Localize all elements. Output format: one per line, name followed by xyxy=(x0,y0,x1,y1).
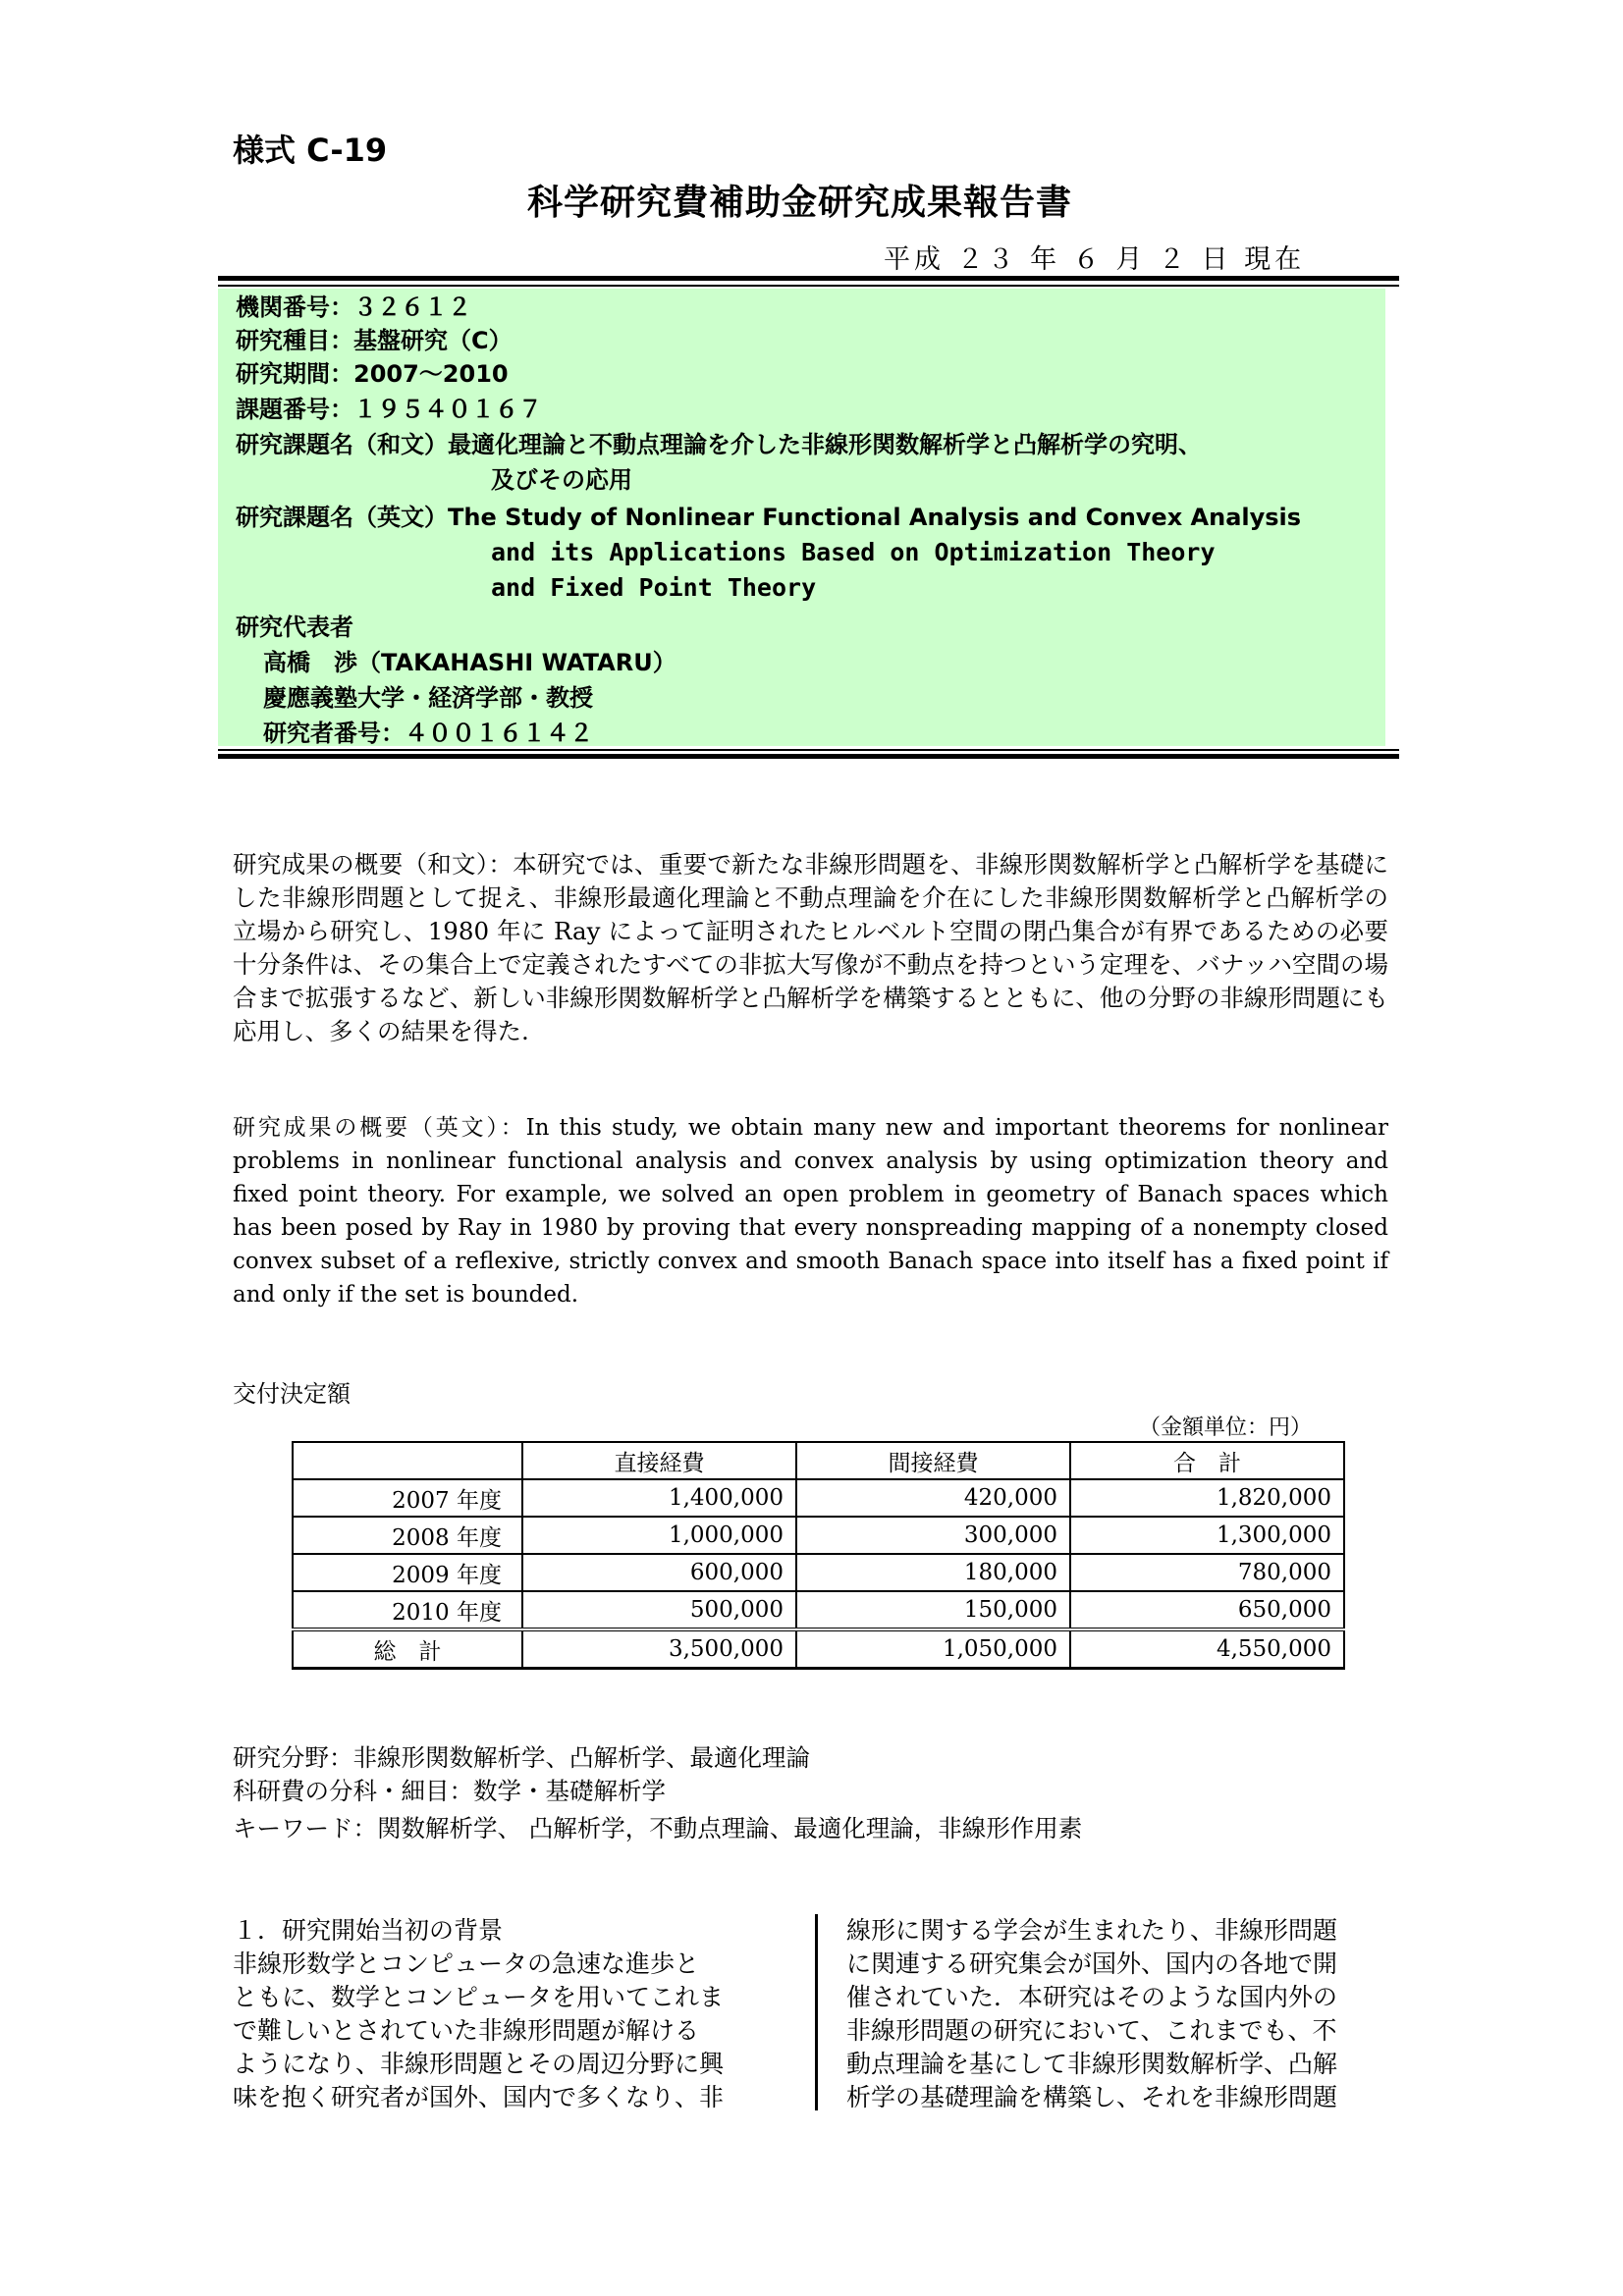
table-row xyxy=(293,1479,1344,1517)
representative-label: 研究代表者 xyxy=(236,614,353,641)
table-row xyxy=(293,1554,1344,1591)
year-cell: 2009 年度 xyxy=(293,1554,522,1591)
body-line: で難しいとされていた非線形問題が解ける xyxy=(233,2016,700,2045)
body-line: 味を抱く研究者が国外、国内で多くなり、非 xyxy=(233,2083,725,2111)
year-cell: 2007 年度 xyxy=(293,1479,522,1517)
direct-cost-cell: 500,000 xyxy=(522,1591,796,1629)
section1-left-column xyxy=(233,1914,783,2114)
total-cost-cell: 1,820,000 xyxy=(1070,1479,1344,1517)
table-row xyxy=(293,1591,1344,1629)
body-line: に関連する研究集会が国外、国内の各地で開 xyxy=(846,1949,1338,1978)
research-category: 研究種目：基盤研究（C） xyxy=(236,327,513,354)
header-cell-indirect: 間接経費 xyxy=(796,1442,1070,1479)
top-rule-thin xyxy=(218,285,1399,287)
section1-right-column xyxy=(846,1914,1396,2114)
project-title-en-line3: and Fixed Point Theory xyxy=(491,573,817,602)
grant-label: 交付決定額 xyxy=(233,1380,351,1408)
total-label-cell: 総 計 xyxy=(293,1629,522,1669)
total-row xyxy=(293,1629,1344,1669)
indirect-cost-cell: 420,000 xyxy=(796,1479,1070,1517)
table-row xyxy=(293,1517,1344,1554)
indirect-cost-cell: 300,000 xyxy=(796,1517,1070,1554)
section-heading: １．研究開始当初の背景 xyxy=(233,1916,504,1945)
total-cost-cell: 1,300,000 xyxy=(1070,1517,1344,1554)
body-line: 催されていた．本研究はそのような国内外の xyxy=(846,1983,1338,2011)
body-line: 線形に関する学会が生まれたり、非線形問題 xyxy=(846,1916,1338,1945)
keywords: キーワード：関数解析学、 凸解析学，不動点理論、最適化理論，非線形作用素 xyxy=(233,1814,1083,1842)
header-cell-direct: 直接経費 xyxy=(522,1442,796,1479)
year-cell: 2008 年度 xyxy=(293,1517,522,1554)
report-date: 平成 ２３ 年 ６ 月 ２ 日 現在 xyxy=(884,244,1306,275)
project-title-ja-line2: 及びその応用 xyxy=(491,466,632,494)
institution-number: 機関番号：３２６１２ xyxy=(236,294,471,321)
year-cell: 2010 年度 xyxy=(293,1591,522,1629)
grant-table xyxy=(292,1441,1345,1670)
body-line: 非線形数学とコンピュータの急速な進歩と xyxy=(233,1949,700,1978)
body-line: 動点理論を基にして非線形関数解析学、凸解 xyxy=(846,2050,1338,2078)
research-period: 研究期間：2007～2010 xyxy=(236,360,509,388)
project-number: 課題番号：１９５４０１６７ xyxy=(236,396,542,423)
header-cell-empty xyxy=(293,1442,522,1479)
total-indirect-cell: 1,050,000 xyxy=(796,1629,1070,1669)
direct-cost-cell: 1,400,000 xyxy=(522,1479,796,1517)
summary-english: 研究成果の概要（英文）：In this study, we obtain many new and important theorems for nonlinear problems in nonlinear functional analysis and convex analysis by using optimization theory and fixed point theory. For example, we solved an open problem in geometry of Banach spaces which has been posed by Ray in 1980 by proving that every nonspreading mapping of a nonempty closed convex subset of a reflexive, strictly convex and smooth Banach space into itself has a fixed point if and only if the set is bounded. xyxy=(233,1115,1388,1308)
direct-cost-cell: 600,000 xyxy=(522,1554,796,1591)
body-line: 非線形問題の研究において、これまでも、不 xyxy=(846,2016,1337,2045)
summary-japanese: 研究成果の概要（和文）：本研究では、重要で新たな非線形問題を、非線形関数解析学と凸解析学を基礎にした非線形問題として捉え、非線形最適化理論と不動点理論を介在にした非線形関数解析学と凸解析学の立場から研究し、1980 年に Ray によって証明されたヒルベルト空間の閉凸集合が有界であるための必要十分条件は、その集合上で定義されたすべての非拡大写像が不動点を持つという定理を、バナッハ空間の場合まで拡張するなど、新しい非線形関数解析学と凸解析学を構築するとともに、他の分野の非線形問題にも応用し、多くの結果を得た. xyxy=(233,850,1388,1045)
project-title-ja-line1: 研究課題名（和文）最適化理論と不動点理論を介した非線形関数解析学と凸解析学の究明、 xyxy=(236,431,1202,458)
researcher-number: 研究者番号：４００１６１４２ xyxy=(263,720,593,747)
indirect-cost-cell: 150,000 xyxy=(796,1591,1070,1629)
top-rule-thick xyxy=(218,276,1399,281)
research-field: 研究分野：非線形関数解析学、凸解析学、最適化理論 xyxy=(233,1743,810,1772)
grant-table-header-row xyxy=(293,1442,1344,1479)
body-line: ようになり、非線形問題とその周辺分野に興 xyxy=(233,2050,725,2078)
total-cost-cell: 650,000 xyxy=(1070,1591,1344,1629)
project-title-en-line2: and its Applications Based on Optimization Theory xyxy=(491,538,1216,566)
total-direct-cell: 3,500,000 xyxy=(522,1629,796,1669)
representative-name: 高橋 渉（TAKAHASHI WATARU） xyxy=(263,649,676,676)
bottom-rule-thick xyxy=(218,754,1399,759)
form-label: 様式 C-19 xyxy=(233,132,388,169)
direct-cost-cell: 1,000,000 xyxy=(522,1517,796,1554)
representative-affiliation: 慶應義塾大学・経済学部・教授 xyxy=(263,684,593,712)
subject-classification: 科研費の分科・細目：数学・基礎解析学 xyxy=(233,1777,666,1805)
column-divider xyxy=(815,1914,818,2110)
body-line: 析学の基礎理論を構築し、それを非線形問題 xyxy=(846,2083,1338,2111)
currency-unit-note: （金額単位：円） xyxy=(1139,1415,1313,1440)
total-cost-cell: 780,000 xyxy=(1070,1554,1344,1591)
body-line: ともに、数学とコンピュータを用いてこれま xyxy=(233,1983,725,2011)
header-cell-total: 合 計 xyxy=(1070,1442,1344,1479)
grand-total-cell: 4,550,000 xyxy=(1070,1629,1344,1669)
document-title: 科学研究費補助金研究成果報告書 xyxy=(527,183,1073,223)
indirect-cost-cell: 180,000 xyxy=(796,1554,1070,1591)
project-title-en-line1: 研究課題名（英文）The Study of Nonlinear Functional Analysis and Convex Analysis xyxy=(236,504,1302,531)
